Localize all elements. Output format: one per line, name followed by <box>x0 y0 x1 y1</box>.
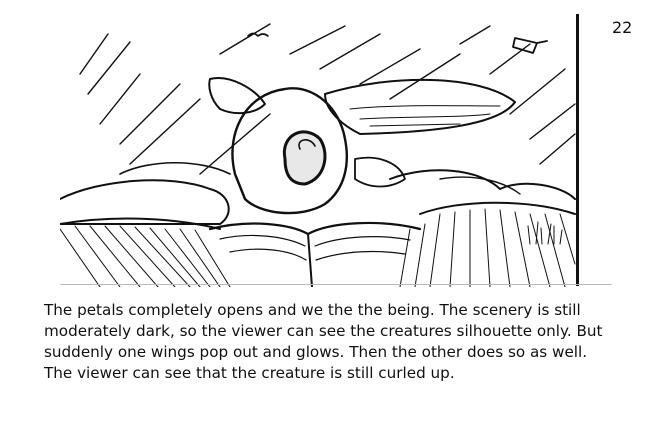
storyboard-sketch-drawing <box>60 14 613 287</box>
caption-line: The viewer can see that the creature is still curled up. <box>44 364 455 382</box>
caption-line: suddenly one wings pop out and glows. Then the other does so as well. <box>44 343 588 361</box>
page-number: 22 <box>612 18 633 37</box>
sky-streaks <box>80 24 575 174</box>
storyboard-panel <box>60 14 613 287</box>
petal-hatching <box>60 209 575 287</box>
panel-caption <box>44 300 634 384</box>
panel-border-right <box>576 14 579 286</box>
caption-line: moderately dark, so the viewer can see the creatures silhouette only. But <box>44 322 603 340</box>
bird-scribble-right <box>513 38 547 53</box>
caption-line: The petals completely opens and we the the being. The scenery is still <box>44 301 581 319</box>
panel-border-bottom <box>60 284 612 285</box>
